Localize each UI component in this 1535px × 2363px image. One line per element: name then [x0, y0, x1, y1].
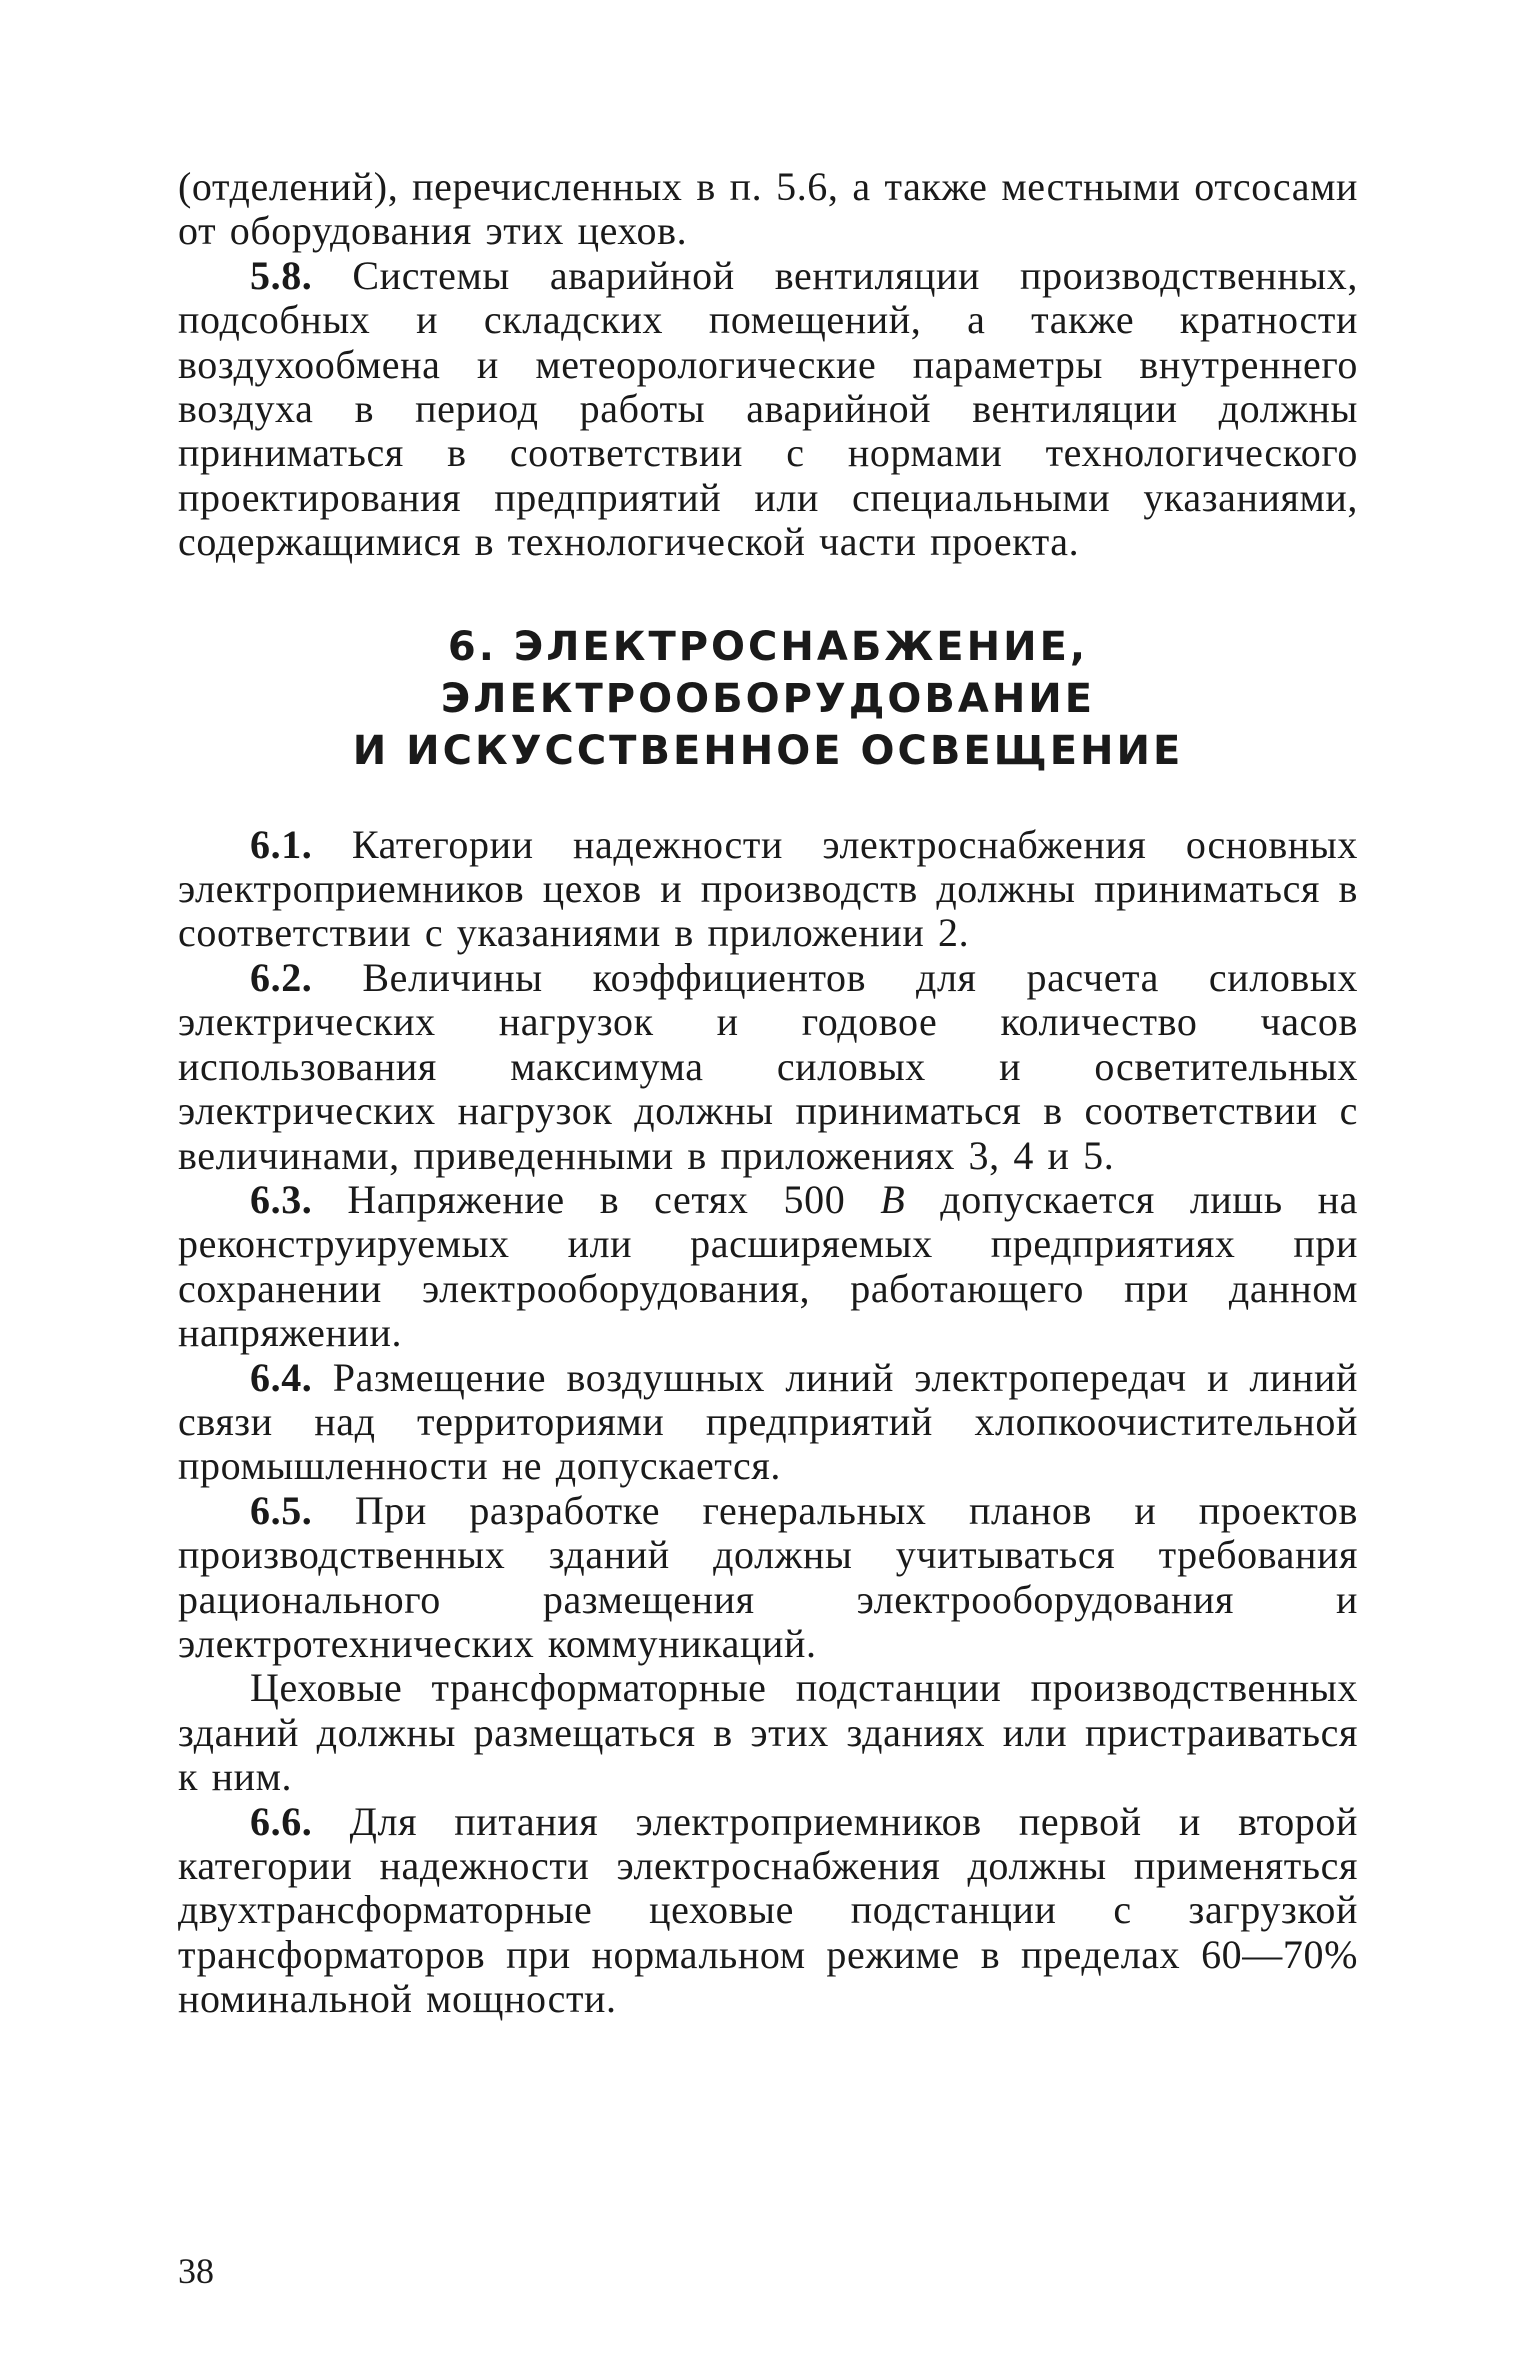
paragraph-6-2: [178, 956, 1358, 1178]
paragraph-continuation: [178, 165, 1358, 254]
clause-number: 6.6.: [250, 1798, 313, 1844]
paragraph-6-1: [178, 823, 1358, 956]
paragraph-text: Величины коэффициентов для расчета силовых электрических нагрузок и годовое количество часов использования максимума силовых и осветительных электрических нагрузок должны приниматься в соответствии с величинами, приведенными в приложениях 3, 4 и 5.: [178, 954, 1358, 1178]
paragraph-text: Цеховые трансформаторные подстанции производственных зданий должны размещаться в этих зданиях или пристраиваться к ним.: [178, 1665, 1358, 1800]
page-body: [178, 165, 1358, 2022]
paragraph-text: Системы аварийной вентиляции производственных, подсобных и складских помещений, а также кратности воздухообмена и метеорологические параметры внутреннего воздуха в период работы аварийной вентиляции должны приниматься в соответствии с нормами технологического проектирования предприятий или специальными указаниями, содержащимися в технологической части проекта.: [178, 252, 1358, 565]
section-heading-line: ЭЛЕКТРООБОРУДОВАНИЕ: [440, 675, 1096, 722]
paragraph-text: Для питания электроприемников первой и второй категории надежности электроснабжения должны применяться двухтрансформаторные цеховые подстанции с загрузкой трансформаторов при нормальном режиме в пределах 60—70% номинальной мощности.: [178, 1798, 1358, 2022]
paragraph-6-6: [178, 1800, 1358, 2022]
paragraph-6-3: [178, 1178, 1358, 1356]
page-number: 38: [178, 2251, 214, 2291]
clause-number: 6.2.: [250, 954, 313, 1000]
paragraph-6-4: [178, 1356, 1358, 1489]
paragraph-text: При разработке генеральных планов и проектов производственных зданий должны учитываться требования рационального размещения электрооборудования и электротехнических коммуникаций.: [178, 1487, 1358, 1666]
clause-number: 6.3.: [250, 1176, 313, 1222]
paragraph-6-5: [178, 1489, 1358, 1667]
clause-number: 6.5.: [250, 1487, 313, 1533]
paragraph-text: (отделений), перечисленных в п. 5.6, а также местными отсосами от оборудования этих цехов.: [178, 164, 1358, 254]
clause-number: 5.8.: [250, 252, 313, 298]
paragraph-text: допускается лишь на реконструируемых или расширяемых предприятиях при сохранении электрооборудования, работающего при данном напряжении.: [178, 1176, 1358, 1356]
paragraph-text: Напряжение в сетях 500: [312, 1176, 881, 1222]
section-heading-line: И ИСКУССТВЕННОЕ ОСВЕЩЕНИЕ: [352, 727, 1184, 774]
clause-number: 6.4.: [250, 1354, 313, 1400]
paragraph-6-5-sub: [178, 1666, 1358, 1799]
unit-symbol: В: [880, 1176, 906, 1222]
section-heading-line: 6. ЭЛЕКТРОСНАБЖЕНИЕ,: [447, 623, 1089, 670]
paragraph-5-8: [178, 254, 1358, 565]
paragraph-text: Размещение воздушных линий электропередач и линий связи над территориями предприятий хлопкоочистительной промышленности не допускается.: [178, 1354, 1358, 1489]
clause-number: 6.1.: [250, 821, 313, 867]
paragraph-text: Категории надежности электроснабжения основных электроприемников цехов и производств должны приниматься в соответствии с указаниями в приложении 2.: [178, 821, 1358, 956]
section-heading: [178, 621, 1358, 777]
